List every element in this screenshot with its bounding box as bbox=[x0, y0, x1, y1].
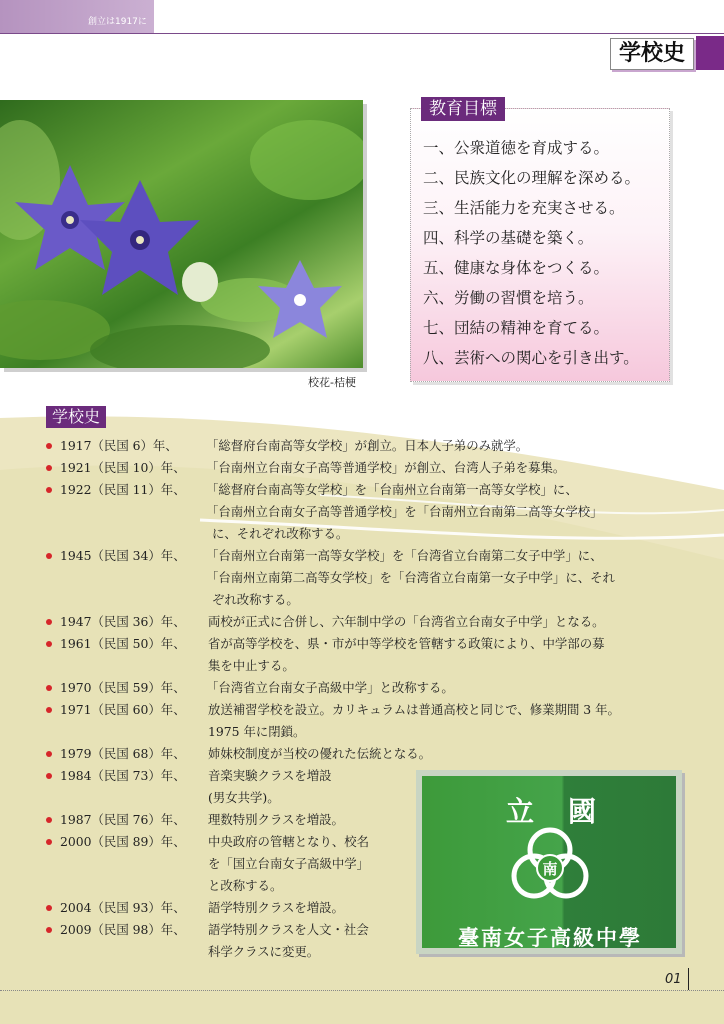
history-text: 「台南州立台南女子高等普通学校」が創立、台湾人子弟を募集。 bbox=[206, 460, 566, 475]
history-entry bbox=[0, 479, 724, 545]
history-text: 語学特別クラスを人文・社会 bbox=[208, 922, 369, 937]
history-text: 「台南州立台南第一高等女学校」を「台湾省立台南第二女子中学」に、 bbox=[206, 548, 603, 563]
section-title: 学校史 bbox=[618, 41, 685, 66]
history-text: に、それぞれ改称する。 bbox=[212, 526, 349, 541]
history-entry bbox=[0, 677, 724, 699]
history-entry bbox=[0, 611, 724, 633]
school-emblem-icon bbox=[508, 822, 592, 906]
history-year: 1970（民国 59）年、 bbox=[60, 680, 186, 695]
flag-school-name: 臺南女子高級中學 bbox=[458, 925, 642, 950]
goal-item: 六、労働の習慣を培う。 bbox=[423, 289, 594, 307]
goal-item: 八、芸術への関心を引き出す。 bbox=[423, 349, 639, 367]
history-text: 放送補習学校を設立。カリキュラムは普通高校と同じで、修業期間 3 年。 bbox=[208, 702, 620, 717]
history-text: 省が高等学校を、県・市が中等学校を管轄する政策により、中学部の募 bbox=[208, 636, 605, 651]
flag-char-right: 國 bbox=[568, 795, 597, 828]
goal-item: 七、団結の精神を育てる。 bbox=[423, 319, 610, 337]
history-year: 1947（民国 36）年、 bbox=[60, 614, 186, 629]
history-text: 科学クラスに変更。 bbox=[208, 944, 320, 959]
history-text: 「台南州立南第二高等女学校」を「台湾省立台南第一女子中学」に、それ bbox=[206, 570, 615, 585]
photo-caption: 校花-桔梗 bbox=[308, 376, 356, 389]
education-goals-list bbox=[411, 109, 669, 373]
balloon-flower-illustration bbox=[0, 100, 363, 368]
education-goals-label: 教育目標 bbox=[421, 97, 505, 121]
emblem-char: 南 bbox=[542, 860, 558, 878]
bullet-dot bbox=[46, 619, 52, 625]
bullet-dot bbox=[46, 839, 52, 845]
bullet-dot bbox=[46, 751, 52, 757]
history-text: 音楽実験クラスを増設 bbox=[208, 768, 332, 783]
history-text: 両校が正式に合併し、六年制中学の「台湾省立台南女子中学」となる。 bbox=[208, 614, 605, 629]
history-text: 1975 年に閉鎖。 bbox=[208, 724, 306, 739]
history-text: 「総督府台南高等女学校」が創立。日本人子弟のみ就学。 bbox=[206, 438, 529, 453]
page-number: 01 bbox=[665, 972, 682, 987]
history-year: 1945（民国 34）年、 bbox=[60, 548, 186, 563]
header-tab bbox=[0, 0, 154, 34]
history-text: 「総督府台南高等女学校」を「台南州立台南第一高等女学校」に、 bbox=[206, 482, 578, 497]
history-year: 1961（民国 50）年、 bbox=[60, 636, 186, 651]
goal-item: 二、民族文化の理解を深める。 bbox=[423, 169, 641, 187]
history-entry bbox=[0, 457, 724, 479]
flag-char-left: 立 bbox=[506, 795, 535, 828]
bullet-dot bbox=[46, 443, 52, 449]
history-text: 「台湾省立台南女子高級中学」と改称する。 bbox=[206, 680, 454, 695]
header-divider bbox=[0, 33, 724, 34]
school-flag-photo bbox=[416, 770, 682, 954]
bullet-dot bbox=[46, 465, 52, 471]
bullet-dot bbox=[46, 773, 52, 779]
bullet-dot bbox=[46, 641, 52, 647]
history-text: 理数特別クラスを増設。 bbox=[208, 812, 344, 827]
page-number-bar bbox=[688, 968, 689, 990]
goal-item: 一、公衆道徳を育成する。 bbox=[423, 139, 610, 157]
history-text: を「国立台南女子高級中学」 bbox=[208, 856, 370, 871]
history-year: 1917（民国 6）年、 bbox=[60, 438, 178, 453]
education-goals-box bbox=[410, 108, 670, 382]
bullet-dot bbox=[46, 685, 52, 691]
history-year: 2004（民国 93）年、 bbox=[60, 900, 186, 915]
history-text: と改称する。 bbox=[208, 878, 283, 893]
top-bar bbox=[0, 0, 724, 34]
school-flag bbox=[422, 776, 676, 948]
bullet-dot bbox=[46, 487, 52, 493]
balloon-flower-photo bbox=[0, 100, 363, 368]
goal-item: 四、科学の基礎を築く。 bbox=[423, 229, 594, 247]
goal-item: 五、健康な身体をつくる。 bbox=[423, 259, 610, 277]
goal-item: 三、生活能力を充実させる。 bbox=[423, 199, 625, 217]
history-year: 2000（民国 89）年、 bbox=[60, 834, 186, 849]
history-year: 1979（民国 68）年、 bbox=[60, 746, 186, 761]
history-text: 集を中止する。 bbox=[208, 658, 295, 673]
bullet-dot bbox=[46, 553, 52, 559]
history-entry bbox=[0, 545, 724, 611]
header-tab-text: 創立は1917に bbox=[88, 17, 147, 27]
title-accent-bar bbox=[696, 36, 724, 70]
history-year: 1987（民国 76）年、 bbox=[60, 812, 186, 827]
bullet-dot bbox=[46, 927, 52, 933]
history-entry bbox=[0, 633, 724, 677]
history-label: 学校史 bbox=[46, 406, 106, 428]
bullet-dot bbox=[46, 707, 52, 713]
history-text: 中央政府の管轄となり、校名 bbox=[208, 834, 370, 849]
history-text: 姉妹校制度が当校の優れた伝統となる。 bbox=[208, 746, 432, 761]
history-year: 1921（民国 10）年、 bbox=[60, 460, 186, 475]
history-year: 1922（民国 11）年、 bbox=[60, 482, 186, 497]
history-year: 1971（民国 60）年、 bbox=[60, 702, 186, 717]
footer-divider bbox=[0, 990, 724, 991]
history-entry bbox=[0, 435, 724, 457]
history-text: 「台南州立台南女子高等普通学校」を「台南州立台南第二高等女学校」 bbox=[206, 504, 603, 519]
section-title-box bbox=[610, 38, 694, 70]
bullet-dot bbox=[46, 905, 52, 911]
history-entry bbox=[0, 743, 724, 765]
history-year: 1984（民国 73）年、 bbox=[60, 768, 186, 783]
bullet-dot bbox=[46, 817, 52, 823]
history-text: (男女共学)。 bbox=[208, 790, 280, 805]
history-entry bbox=[0, 699, 724, 743]
history-text: ぞれ改称する。 bbox=[212, 592, 299, 607]
history-year: 2009（民国 98）年、 bbox=[60, 922, 186, 937]
history-text: 語学特別クラスを増設。 bbox=[208, 900, 344, 915]
